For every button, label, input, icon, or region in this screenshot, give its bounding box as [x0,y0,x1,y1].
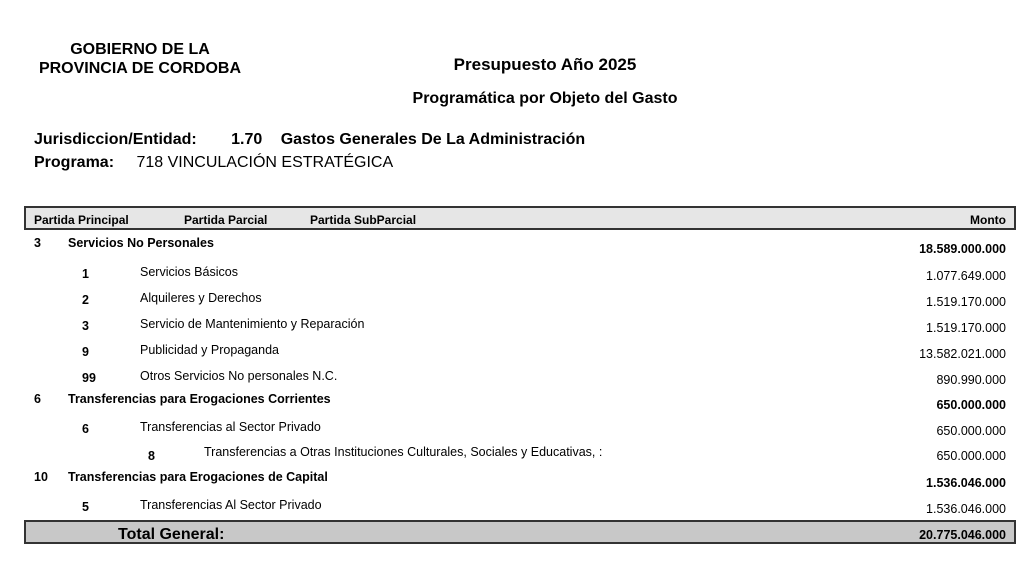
row-amount: 1.519.170.000 [926,295,1006,309]
column-partida-parcial: Partida Parcial [184,213,268,227]
row-label: Servicio de Mantenimiento y Reparación [140,317,365,331]
table-row [24,466,1016,490]
row-code: 6 [34,392,41,406]
programa-line [34,154,393,172]
table-row [24,259,1016,283]
row-amount: 1.519.170.000 [926,321,1006,335]
table-row [24,337,1016,361]
table-row [24,285,1016,309]
row-amount: 650.000.000 [936,424,1006,438]
column-monto: Monto [970,213,1006,227]
row-label: Publicidad y Propaganda [140,343,279,357]
row-code: 8 [148,449,155,463]
row-label: Transferencias Al Sector Privado [140,498,322,512]
government-name [30,40,250,78]
table-row [24,414,1016,438]
jurisdiccion-label: Jurisdiccion/Entidad: [34,131,197,148]
row-label: Transferencias a Otras Instituciones Culturales, Sociales y Educativas, : [204,445,603,459]
row-amount: 18.589.000.000 [919,242,1006,256]
column-partida-principal: Partida Principal [34,213,129,227]
row-label: Transferencias al Sector Privado [140,420,321,434]
row-label: Servicios No Personales [68,236,214,250]
row-code: 9 [82,345,89,359]
jurisdiccion-line [34,131,585,149]
jurisdiccion-name: Gastos Generales De La Administración [280,131,586,148]
row-code: 3 [82,319,89,333]
table-row [24,311,1016,335]
programa-value: 718 VINCULACIÓN ESTRATÉGICA [136,154,394,171]
total-amount: 20.775.046.000 [919,528,1006,542]
table-row [24,363,1016,387]
row-amount: 1.536.046.000 [926,476,1006,490]
table-row [24,388,1016,412]
government-line-1: GOBIERNO DE LA [70,41,210,58]
row-amount: 650.000.000 [936,449,1006,463]
row-amount: 1.536.046.000 [926,502,1006,516]
row-label: Otros Servicios No personales N.C. [140,369,338,383]
row-label: Transferencias para Erogaciones de Capital [68,470,328,484]
table-row [24,232,1016,256]
row-code: 2 [82,293,89,307]
row-label: Alquileres y Derechos [140,291,262,305]
row-label: Transferencias para Erogaciones Corrientes [68,392,331,406]
table-header [24,206,1016,230]
total-row [24,520,1016,544]
table-row [24,439,1016,463]
row-amount: 1.077.649.000 [926,269,1006,283]
column-partida-subparcial: Partida SubParcial [310,213,417,227]
government-line-2: PROVINCIA DE CORDOBA [38,60,242,77]
row-amount: 13.582.021.000 [919,347,1006,361]
row-amount: 890.990.000 [936,373,1006,387]
row-amount: 650.000.000 [936,398,1006,412]
report-title: Presupuesto Año 2025 [453,55,637,74]
table-row [24,492,1016,516]
row-code: 5 [82,500,89,514]
row-code: 6 [82,422,89,436]
row-code: 1 [82,267,89,281]
report-subtitle: Programática por Objeto del Gasto [412,90,678,107]
row-code: 3 [34,236,41,250]
row-label: Servicios Básicos [140,265,238,279]
row-code: 10 [34,470,48,484]
total-label: Total General: [118,526,225,543]
programa-label: Programa: [34,154,115,171]
jurisdiccion-code: 1.70 [231,131,263,148]
row-code: 99 [82,371,96,385]
